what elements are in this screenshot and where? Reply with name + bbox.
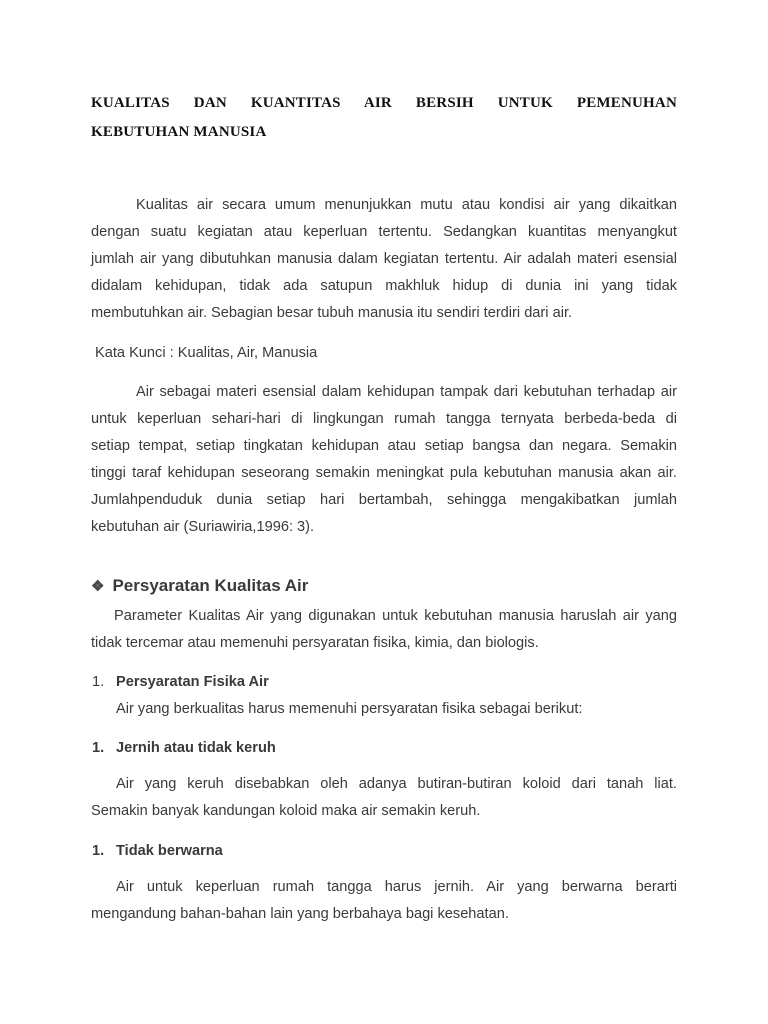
item-text: Air yang berkualitas harus memenuhi persyaratan fisika sebagai berikut: <box>116 701 583 717</box>
title-line-1: KUALITAS DAN KUANTITAS AIR BERSIH UNTUK PEMENUHAN <box>91 95 677 111</box>
list-number: 1. <box>92 674 105 690</box>
abstract-line: Kualitas air secara umum menunjukkan mutu atau kondisi air yang dikaitkan <box>136 197 677 213</box>
intro-line: setiap tempat, setiap tingkatan kehidupan atau setiap bangsa dan negara. Semakin <box>91 438 677 454</box>
intro-line: untuk keperluan sehari-hari di lingkungan rumah tangga ternyata berbeda-beda di <box>91 411 677 427</box>
abstract-line: membutuhkan air. Sebagian besar tubuh manusia itu sendiri terdiri dari air. <box>91 305 573 321</box>
sub-line: Air yang keruh disebabkan oleh adanya butiran-butiran koloid dari tanah liat. <box>116 776 677 792</box>
intro-line: tinggi taraf kehidupan seseorang semakin meningkat pula kebutuhan manusia akan air. <box>91 465 677 481</box>
list-number: 1. <box>92 740 105 756</box>
intro-line: kebutuhan air (Suriawiria,1996: 3). <box>91 519 315 535</box>
abstract-line: dengan suatu kegiatan atau keperluan tertentu. Sedangkan kuantitas menyangkut <box>91 224 677 240</box>
sub-heading: Tidak berwarna <box>116 843 223 859</box>
sub-line: Air untuk keperluan rumah tangga harus jernih. Air yang berwarna berarti <box>116 879 677 895</box>
section-para-line: Parameter Kualitas Air yang digunakan untuk kebutuhan manusia haruslah air yang <box>114 608 677 624</box>
intro-line: Jumlahpenduduk dunia setiap hari bertambah, sehingga mengakibatkan jumlah <box>91 492 677 508</box>
diamond-bullet-icon: ❖ <box>91 578 105 595</box>
item-heading: Persyaratan Fisika Air <box>116 674 269 690</box>
title-line-2: KEBUTUHAN MANUSIA <box>91 124 267 140</box>
sub-line: Semakin banyak kandungan koloid maka air semakin keruh. <box>91 803 481 819</box>
section-para-line: tidak tercemar atau memenuhi persyaratan fisika, kimia, dan biologis. <box>91 635 539 651</box>
list-number: 1. <box>92 843 105 859</box>
sub-heading: Jernih atau tidak keruh <box>116 740 276 756</box>
keywords: Kata Kunci : Kualitas, Air, Manusia <box>95 345 318 361</box>
abstract-line: jumlah air yang dibutuhkan manusia dalam kegiatan tertentu. Air adalah materi esensial <box>91 251 677 267</box>
section-heading-text: Persyaratan Kualitas Air <box>112 576 309 595</box>
section-heading <box>91 576 308 596</box>
abstract-line: didalam kehidupan, tidak ada satupun makhluk hidup di dunia ini yang tidak <box>91 278 677 294</box>
sub-line: mengandung bahan-bahan lain yang berbahaya bagi kesehatan. <box>91 906 509 922</box>
intro-line: Air sebagai materi esensial dalam kehidupan tampak dari kebutuhan terhadap air <box>136 384 677 400</box>
